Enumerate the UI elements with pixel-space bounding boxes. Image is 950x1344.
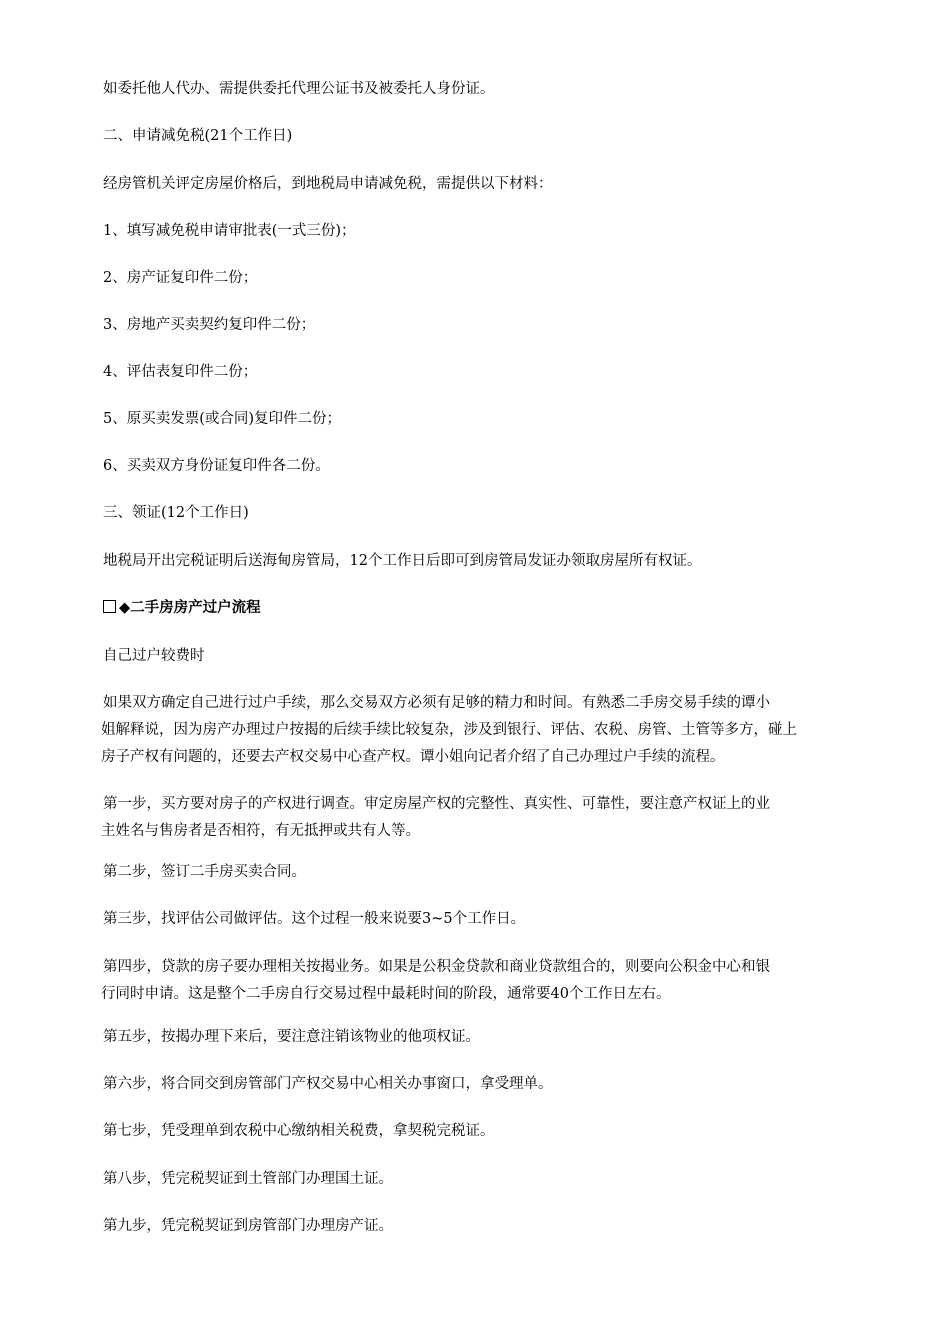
- subheading: 自己过户较费时: [103, 648, 205, 664]
- checkbox-square-icon: [103, 600, 116, 613]
- article-heading: [103, 595, 873, 622]
- paragraph-line: 姐解释说，因为房产办理过户按揭的后续手续比较复杂，涉及到银行、评估、农税、房管、土管等多方，碰上: [101, 722, 797, 738]
- list-item: 1、填写减免税申请审批表(一式三份)；: [103, 223, 356, 239]
- text-line: 地税局开出完税证明后送海甸房管局，12个工作日后即可到房管局发证办领取房屋所有权证。: [103, 553, 702, 569]
- paragraph-2: [103, 791, 873, 845]
- step-line: 第八步，凭完税契证到土管部门办理国土证。: [103, 1171, 393, 1187]
- text-line: 如委托他人代办、需提供委托代理公证书及被委托人身份证。: [103, 81, 495, 97]
- paragraph-line: 第四步，贷款的房子要办理相关按揭业务。如果是公积金贷款和商业贷款组合的，则要向公积金中心和银: [103, 959, 770, 975]
- paragraph-1: [103, 690, 873, 771]
- paragraph-line: 第一步，买方要对房子的产权进行调查。审定房屋产权的完整性、真实性、可靠性，要注意产权证上的业: [103, 796, 770, 812]
- step-line: 第五步，按揭办理下来后，要注意注销该物业的他项权证。: [103, 1029, 480, 1045]
- section-heading-2: 二、申请减免税(21个工作日): [103, 128, 293, 144]
- step-line: 第二步，签订二手房买卖合同。: [103, 864, 306, 880]
- step-line: 第九步，凭完税契证到房管部门办理房产证。: [103, 1218, 393, 1234]
- heading-text: ◆二手房房产过户流程: [119, 600, 261, 616]
- list-item: 6、买卖双方身份证复印件各二份。: [103, 458, 330, 474]
- paragraph-line: 房子产权有问题的，还要去产权交易中心查产权。谭小姐向记者介绍了自己办理过户手续的流程。: [101, 749, 725, 765]
- step-line: 第七步，凭受理单到农税中心缴纳相关税费，拿契税完税证。: [103, 1123, 495, 1139]
- list-item: 3、房地产买卖契约复印件二份；: [103, 317, 316, 333]
- section-heading-3: 三、领证(12个工作日): [103, 505, 249, 521]
- text-line: 经房管机关评定房屋价格后，到地税局申请减免税，需提供以下材料：: [103, 176, 553, 192]
- paragraph-line: 行同时申请。这是整个二手房自行交易过程中最耗时间的阶段，通常要40个工作日左右。: [101, 986, 671, 1002]
- step-line: 第六步，将合同交到房管部门产权交易中心相关办事窗口，拿受理单。: [103, 1076, 553, 1092]
- paragraph-line: 如果双方确定自己进行过户手续，那么交易双方必须有足够的精力和时间。有熟悉二手房交易手续的谭小: [103, 695, 770, 711]
- list-item: 4、评估表复印件二份；: [103, 364, 258, 380]
- list-item: 2、房产证复印件二份；: [103, 270, 258, 286]
- list-item: 5、原买卖发票(或合同)复印件二份；: [103, 411, 342, 427]
- step-line: 第三步，找评估公司做评估。这个过程一般来说要3~5个工作日。: [103, 911, 526, 927]
- paragraph-line: 主姓名与售房者是否相符，有无抵押或共有人等。: [101, 823, 420, 839]
- paragraph-4: [103, 954, 873, 1008]
